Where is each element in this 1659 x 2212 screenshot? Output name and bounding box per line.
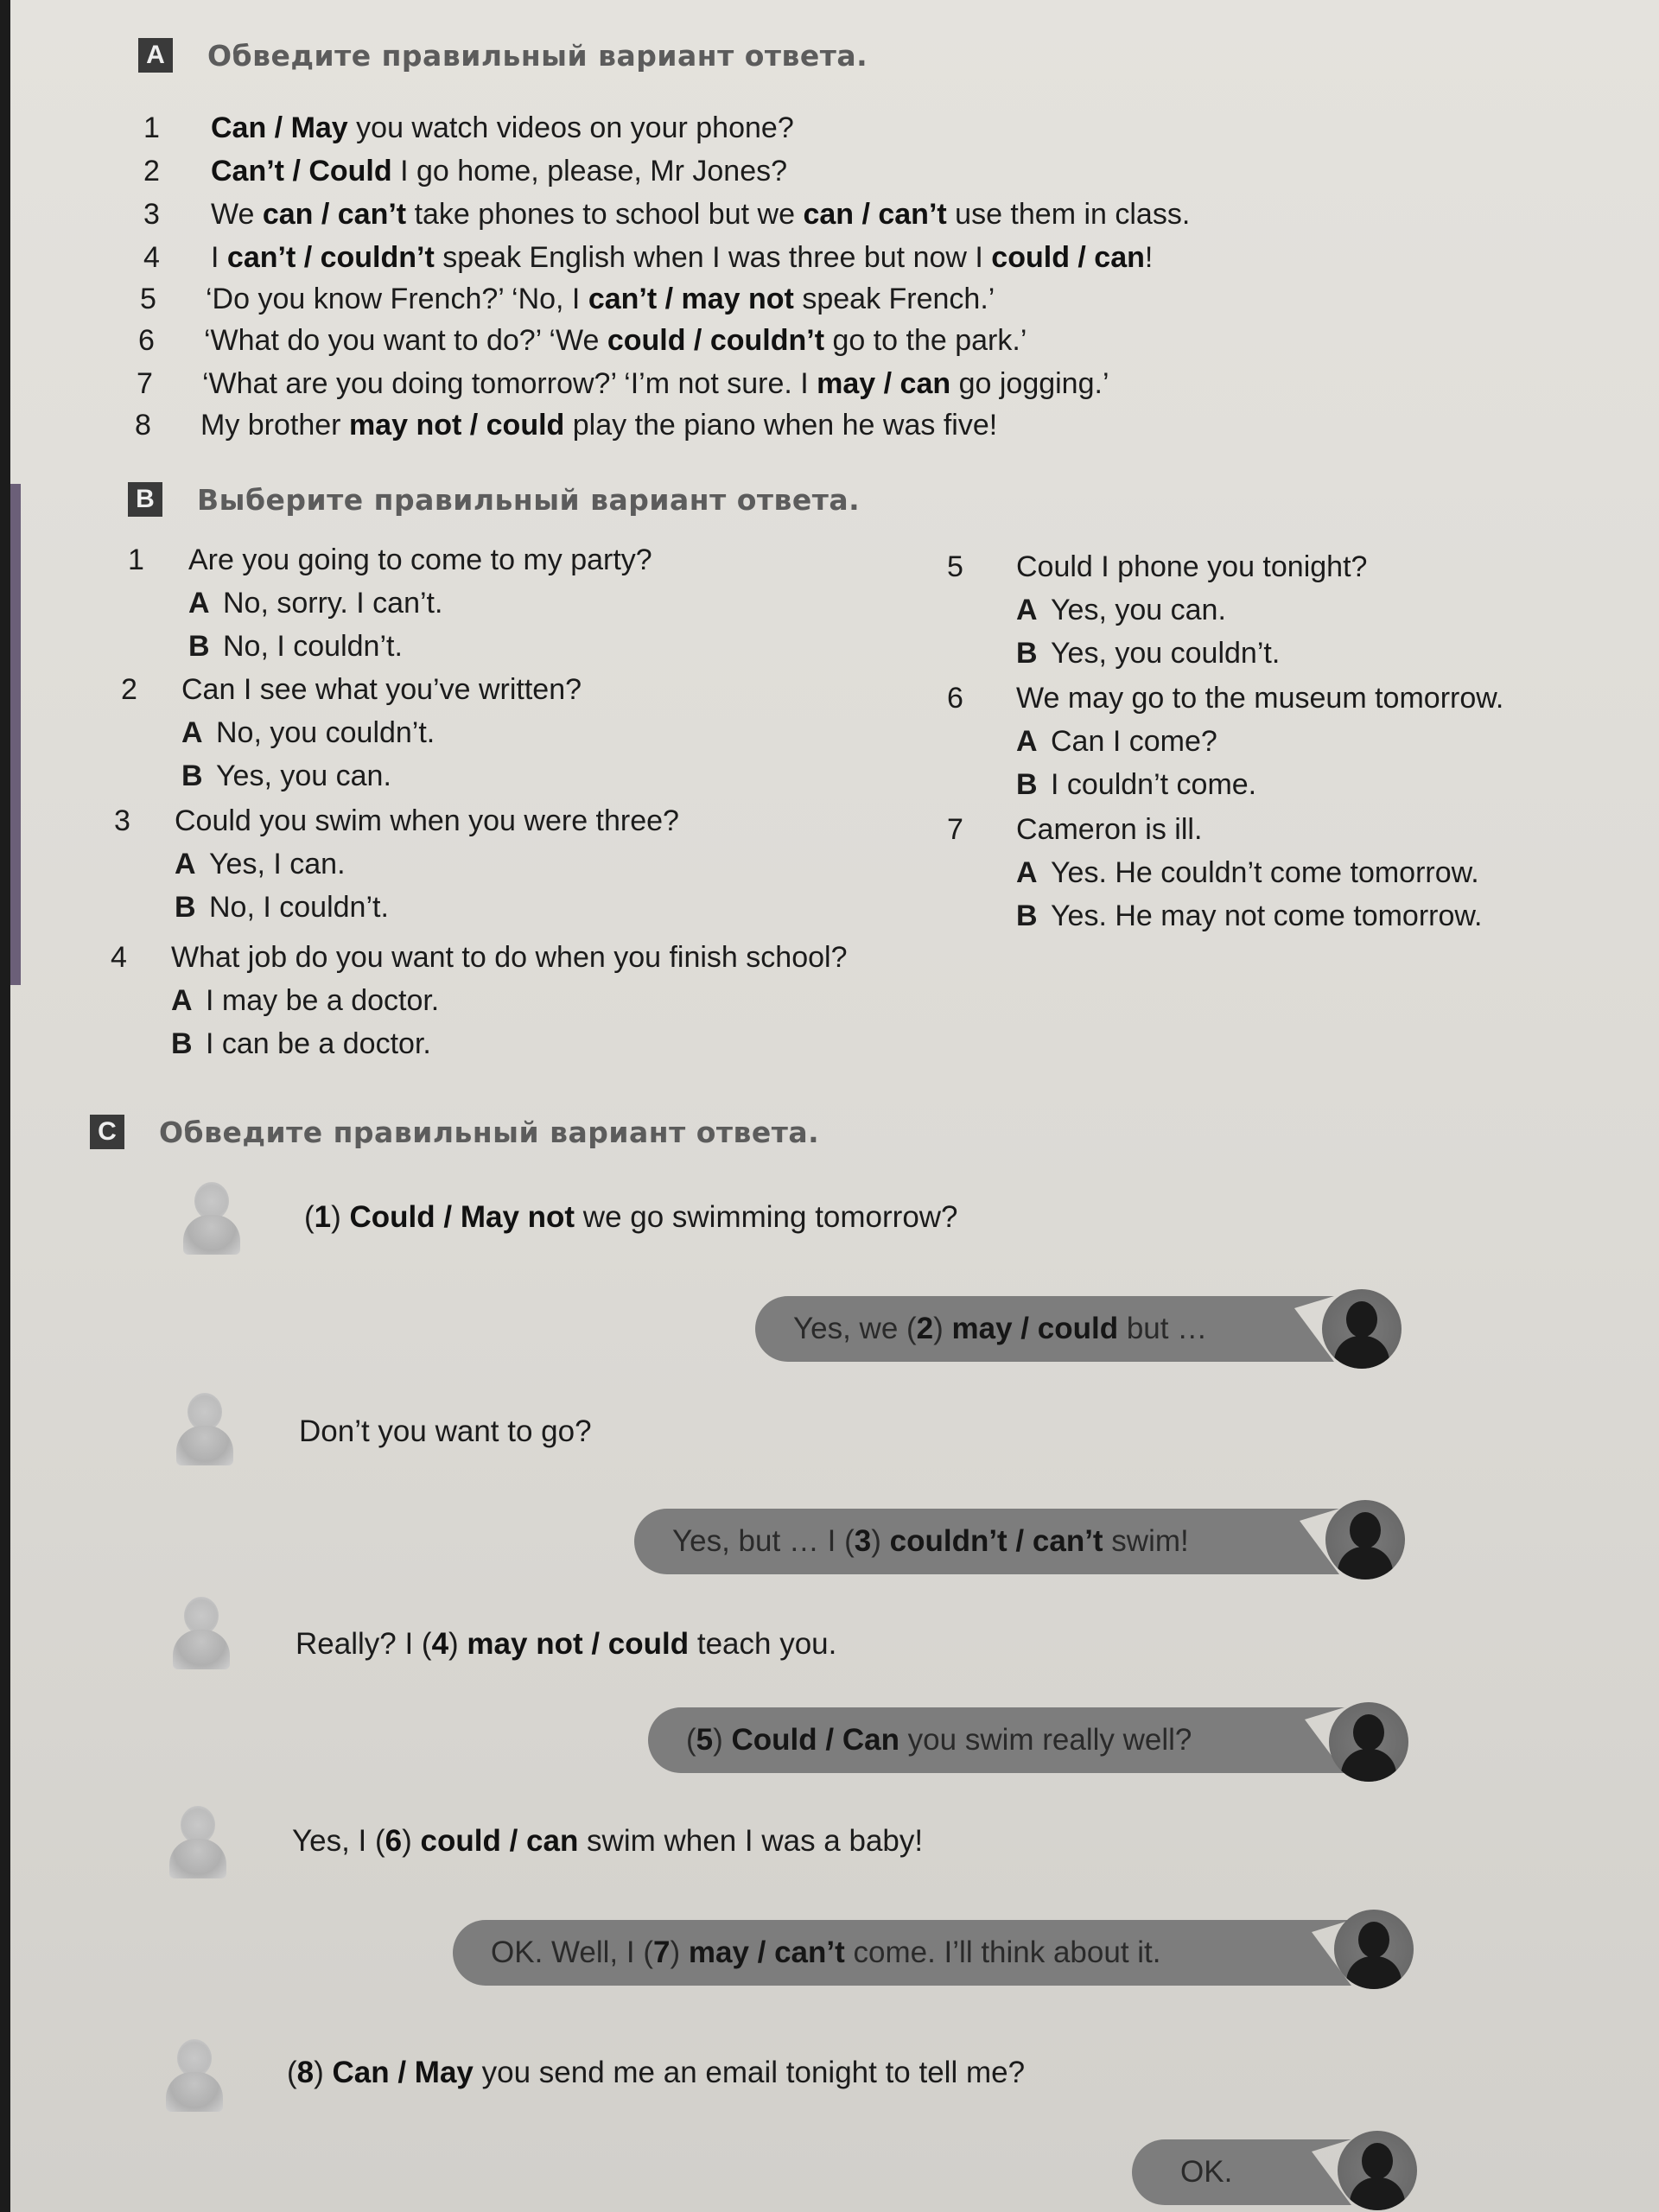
answer-choice: Can / May bbox=[332, 2056, 474, 2089]
option-b bbox=[1016, 636, 1280, 671]
bubble-text bbox=[1180, 2155, 1232, 2190]
text-run: I bbox=[211, 241, 227, 274]
question-text bbox=[947, 550, 1367, 584]
answer-choice: 8 bbox=[296, 2056, 315, 2089]
text-run: Really? I ( bbox=[296, 1627, 432, 1661]
text-run: teach you. bbox=[689, 1627, 837, 1661]
question-sentence: We may go to the museum tomorrow. bbox=[1016, 682, 1504, 715]
option-a bbox=[181, 715, 435, 750]
option-letter: A bbox=[1016, 725, 1038, 758]
text-run: ) bbox=[314, 2056, 333, 2089]
option-text: Yes. He may not come tomorrow. bbox=[1051, 899, 1483, 932]
text-run: OK. bbox=[1180, 2155, 1233, 2189]
text-run: Yes, but … I ( bbox=[672, 1524, 855, 1558]
answer-choice: Can / May bbox=[211, 111, 348, 144]
option-letter: A bbox=[1016, 594, 1038, 626]
item-sentence bbox=[211, 197, 1190, 232]
item-number: 4 bbox=[143, 241, 160, 274]
answer-choice: can / can’t bbox=[262, 198, 407, 231]
text-run: ‘What are you doing tomorrow?’ ‘I’m not sure. I bbox=[202, 367, 817, 400]
answer-choice: can / can’t bbox=[803, 198, 947, 231]
question-sentence: Can I see what you’ve written? bbox=[181, 673, 582, 706]
option-text: I may be a doctor. bbox=[206, 984, 440, 1017]
text-run: use them in class. bbox=[946, 198, 1191, 231]
question-text bbox=[114, 804, 679, 838]
option-text: I can be a doctor. bbox=[206, 1027, 431, 1060]
avatar-head bbox=[1353, 1714, 1384, 1751]
question-text bbox=[111, 940, 847, 975]
question-number: 4 bbox=[111, 941, 127, 974]
question-number: 1 bbox=[128, 543, 144, 576]
boy-speech-bubble bbox=[453, 1920, 1312, 1986]
option-text: No, I couldn’t. bbox=[209, 891, 389, 924]
option-a bbox=[1016, 855, 1479, 890]
text-run: you send me an email tonight to tell me? bbox=[473, 2056, 1026, 2089]
answer-choice: 7 bbox=[653, 1936, 671, 1969]
item-number: 1 bbox=[143, 111, 160, 144]
avatar-shoulders bbox=[1338, 1547, 1393, 1580]
bubble-text bbox=[491, 1936, 1161, 1970]
text-run: ‘What do you want to do?’ ‘We bbox=[204, 324, 607, 357]
item-sentence bbox=[211, 240, 1153, 275]
option-a bbox=[1016, 593, 1226, 627]
answer-choice: 6 bbox=[385, 1824, 403, 1858]
question-sentence: Could I phone you tonight? bbox=[1016, 550, 1368, 583]
option-text: Yes. He couldn’t come tomorrow. bbox=[1051, 856, 1479, 889]
section-c-header bbox=[90, 1115, 819, 1149]
section-c-badge: C bbox=[90, 1115, 124, 1149]
item-number: 5 bbox=[140, 283, 156, 315]
question-sentence: What job do you want to do when you finish school? bbox=[171, 941, 848, 974]
bubble-text bbox=[672, 1524, 1189, 1559]
option-text: Yes, you can. bbox=[216, 760, 391, 792]
text-run: take phones to school but we bbox=[406, 198, 804, 231]
text-run: Yes, we ( bbox=[793, 1312, 917, 1345]
text-run: you watch videos on your phone? bbox=[347, 111, 794, 144]
text-run: ( bbox=[304, 1200, 315, 1234]
item-sentence bbox=[211, 111, 794, 145]
answer-choice: 5 bbox=[696, 1723, 714, 1757]
text-run: ! bbox=[1144, 241, 1154, 274]
option-a bbox=[171, 983, 439, 1018]
section-b-badge: B bbox=[128, 482, 162, 517]
page-edge-shadow bbox=[10, 484, 21, 985]
item-number: 6 bbox=[138, 324, 155, 357]
boy-speech-bubble bbox=[648, 1707, 1305, 1773]
question-text bbox=[947, 681, 1503, 715]
girl-speaker-icon bbox=[171, 1597, 232, 1671]
option-letter: A bbox=[171, 984, 193, 1017]
text-run: swim when I was a baby! bbox=[578, 1824, 924, 1858]
answer-choice: could / couldn’t bbox=[607, 324, 825, 357]
girl-icon-body bbox=[183, 1215, 240, 1255]
option-text: No, I couldn’t. bbox=[223, 630, 403, 663]
answer-choice: 4 bbox=[431, 1627, 449, 1661]
section-b-header bbox=[128, 482, 860, 517]
girl-speaker-icon bbox=[168, 1806, 228, 1880]
bubble-text bbox=[686, 1723, 1192, 1758]
answer-choice: may not / could bbox=[467, 1627, 690, 1661]
answer-choice: Could / May not bbox=[349, 1200, 575, 1234]
answer-choice: may / could bbox=[951, 1312, 1119, 1345]
boy-avatar-icon bbox=[1325, 1500, 1405, 1580]
girl-speaker-icon bbox=[164, 2039, 225, 2113]
bubble-text bbox=[793, 1312, 1207, 1346]
item-sentence bbox=[202, 366, 1109, 401]
answer-choice: can’t / couldn’t bbox=[226, 241, 435, 274]
question-number: 2 bbox=[121, 673, 137, 706]
avatar-head bbox=[1350, 1512, 1381, 1548]
text-run: ) bbox=[871, 1524, 890, 1558]
question-number: 7 bbox=[947, 813, 963, 846]
answer-choice: could / can bbox=[991, 241, 1145, 274]
answer-choice: 3 bbox=[854, 1524, 872, 1558]
option-letter: A bbox=[175, 848, 196, 880]
option-text: Can I come? bbox=[1051, 725, 1217, 758]
option-letter: B bbox=[1016, 899, 1038, 932]
boy-avatar-icon bbox=[1338, 2131, 1417, 2210]
text-run: go jogging.’ bbox=[950, 367, 1109, 400]
boy-speech-bubble bbox=[755, 1296, 1294, 1362]
option-text: Yes, you couldn’t. bbox=[1051, 637, 1281, 670]
girl-icon-body bbox=[166, 2072, 223, 2112]
worksheet-page bbox=[10, 0, 1659, 2212]
girl-speaker-icon bbox=[181, 1182, 242, 1256]
text-run: swim! bbox=[1103, 1524, 1189, 1558]
item-sentence bbox=[211, 154, 787, 188]
answer-choice: could / can bbox=[420, 1824, 579, 1858]
text-run: ) bbox=[331, 1200, 350, 1234]
text-run: ( bbox=[287, 2056, 297, 2089]
text-run: My brother bbox=[200, 409, 349, 442]
girl-speech-line bbox=[287, 2055, 1025, 2091]
option-b bbox=[188, 629, 403, 664]
section-c-instruction: Обведите правильный вариант ответа. bbox=[159, 1115, 820, 1149]
answer-choice: may / can’t bbox=[688, 1936, 845, 1969]
avatar-shoulders bbox=[1334, 1336, 1389, 1369]
section-a-instruction: Обведите правильный вариант ответа. bbox=[207, 38, 868, 73]
avatar-head bbox=[1362, 2143, 1393, 2179]
boy-avatar-icon bbox=[1322, 1289, 1402, 1369]
avatar-shoulders bbox=[1350, 2177, 1405, 2210]
boy-avatar-icon bbox=[1334, 1910, 1414, 1989]
option-b bbox=[175, 890, 389, 925]
answer-choice: 1 bbox=[314, 1200, 332, 1234]
answer-choice: may not / could bbox=[348, 409, 565, 442]
avatar-head bbox=[1358, 1922, 1389, 1958]
item-sentence bbox=[200, 408, 997, 442]
item-number: 8 bbox=[135, 409, 151, 442]
girl-icon-body bbox=[169, 1839, 226, 1878]
option-a bbox=[175, 847, 346, 881]
question-sentence: Are you going to come to my party? bbox=[188, 543, 652, 576]
text-run: ) bbox=[713, 1723, 732, 1757]
girl-speech-line bbox=[304, 1199, 958, 1236]
option-text: I couldn’t come. bbox=[1051, 768, 1257, 801]
option-letter: B bbox=[175, 891, 196, 924]
text-run: ) bbox=[402, 1824, 421, 1858]
question-number: 6 bbox=[947, 682, 963, 715]
option-letter: B bbox=[171, 1027, 193, 1060]
avatar-shoulders bbox=[1341, 1749, 1396, 1782]
boy-speech-bubble bbox=[634, 1509, 1300, 1574]
section-a-header bbox=[138, 38, 868, 73]
girl-speaker-icon bbox=[175, 1393, 235, 1467]
option-letter: B bbox=[1016, 637, 1038, 670]
text-run: We bbox=[211, 198, 263, 231]
text-run: speak English when I was three but now I bbox=[434, 241, 992, 274]
section-a-badge: A bbox=[138, 38, 173, 73]
avatar-shoulders bbox=[1346, 1956, 1402, 1989]
text-run: you swim really well? bbox=[899, 1723, 1192, 1757]
option-a bbox=[188, 586, 442, 620]
girl-speech-line bbox=[299, 1414, 592, 1450]
option-text: No, you couldn’t. bbox=[216, 716, 435, 749]
option-b bbox=[1016, 899, 1483, 933]
option-letter: B bbox=[188, 630, 210, 663]
girl-icon-body bbox=[176, 1426, 233, 1465]
option-letter: B bbox=[181, 760, 203, 792]
girl-speech-line bbox=[296, 1626, 836, 1662]
question-sentence: Could you swim when you were three? bbox=[175, 804, 679, 837]
option-b bbox=[1016, 767, 1256, 802]
option-letter: A bbox=[181, 716, 203, 749]
option-text: No, sorry. I can’t. bbox=[223, 587, 443, 620]
text-run: ) bbox=[670, 1936, 689, 1969]
item-sentence bbox=[204, 323, 1027, 358]
girl-icon-body bbox=[173, 1630, 230, 1669]
text-run: but … bbox=[1118, 1312, 1208, 1345]
text-run: ) bbox=[448, 1627, 467, 1661]
item-number: 3 bbox=[143, 198, 160, 231]
option-b bbox=[171, 1027, 431, 1061]
question-number: 3 bbox=[114, 804, 130, 837]
option-text: Yes, you can. bbox=[1051, 594, 1226, 626]
text-run: ) bbox=[933, 1312, 952, 1345]
text-run: go to the park.’ bbox=[824, 324, 1027, 357]
item-number: 7 bbox=[137, 367, 153, 400]
option-text: Yes, I can. bbox=[209, 848, 346, 880]
girl-speech-line bbox=[292, 1823, 923, 1859]
text-run: come. I’ll think about it. bbox=[844, 1936, 1161, 1969]
answer-choice: 2 bbox=[916, 1312, 934, 1345]
text-run: we go swimming tomorrow? bbox=[575, 1200, 958, 1234]
question-text bbox=[128, 543, 652, 577]
option-b bbox=[181, 759, 391, 793]
answer-choice: Can’t / Could bbox=[211, 155, 392, 188]
avatar-head bbox=[1346, 1301, 1377, 1338]
text-run: I go home, please, Mr Jones? bbox=[391, 155, 788, 188]
option-letter: A bbox=[188, 587, 210, 620]
question-text bbox=[947, 812, 1202, 847]
text-run: Don’t you want to go? bbox=[299, 1414, 592, 1448]
section-b-instruction: Выберите правильный вариант ответа. bbox=[197, 482, 861, 517]
text-run: speak French.’ bbox=[793, 283, 995, 315]
text-run: play the piano when he was five! bbox=[564, 409, 998, 442]
option-letter: A bbox=[1016, 856, 1038, 889]
question-sentence: Cameron is ill. bbox=[1016, 813, 1203, 846]
answer-choice: may / can bbox=[817, 367, 951, 400]
option-letter: B bbox=[1016, 768, 1038, 801]
boy-speech-bubble bbox=[1132, 2139, 1312, 2205]
option-a bbox=[1016, 724, 1217, 759]
boy-avatar-icon bbox=[1329, 1702, 1408, 1782]
text-run: OK. Well, I ( bbox=[491, 1936, 653, 1969]
answer-choice: Could / Can bbox=[731, 1723, 899, 1757]
question-text bbox=[121, 672, 582, 707]
text-run: ( bbox=[686, 1723, 696, 1757]
question-number: 5 bbox=[947, 550, 963, 583]
text-run: Yes, I ( bbox=[292, 1824, 385, 1858]
item-sentence bbox=[206, 282, 995, 316]
answer-choice: couldn’t / can’t bbox=[889, 1524, 1103, 1558]
text-run: ‘Do you know French?’ ‘No, I bbox=[206, 283, 588, 315]
answer-choice: can’t / may not bbox=[588, 283, 794, 315]
item-number: 2 bbox=[143, 155, 160, 188]
